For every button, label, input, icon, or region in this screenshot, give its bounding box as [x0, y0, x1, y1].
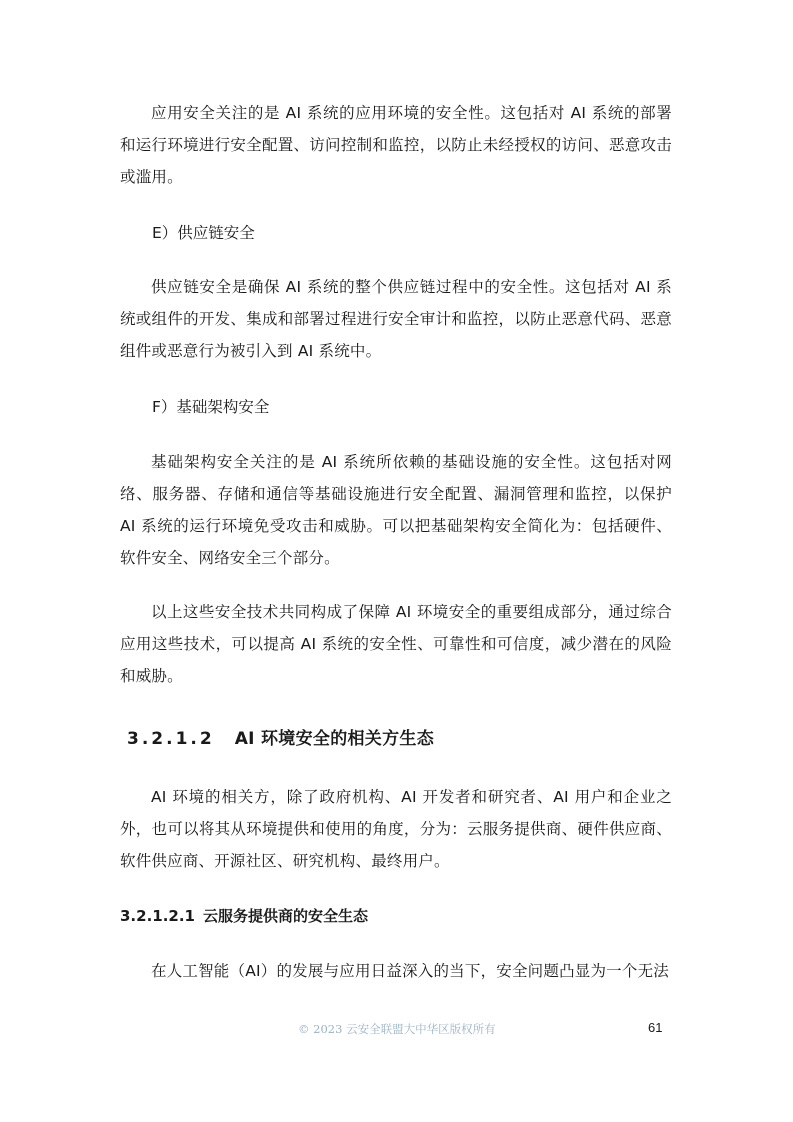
paragraph-application-security: 应用安全关注的是 AI 系统的应用环境的安全性。这包括对 AI 系统的部署和运行环境进行安全配置、访问控制和监控，以防止未经授权的访问、恶意攻击或滥用。	[120, 104, 672, 186]
section-heading-3-2-1-2-1	[120, 904, 368, 928]
footer-copyright: © 2023 云安全联盟大中华区版权所有	[298, 1022, 496, 1036]
page-number: 61	[648, 1020, 663, 1035]
subheading-infrastructure-security: F）基础架构安全	[152, 398, 270, 416]
paragraph-cloud-provider-intro: 在人工智能（AI）的发展与应用日益深入的当下，安全问题凸显为一个无法	[151, 962, 669, 980]
paragraph-supply-chain-security: 供应链安全是确保 AI 系统的整个供应链过程中的安全性。这包括对 AI 系统或组件的开发、集成和部署过程进行安全审计和监控，以防止恶意代码、恶意组件或恶意行为被引入到 AI 系统中。	[120, 278, 672, 360]
section-number: 3.2.1.2	[127, 729, 215, 749]
paragraph-summary: 以上这些安全技术共同构成了保障 AI 环境安全的重要组成部分，通过综合应用这些技术，可以提高 AI 系统的安全性、可靠性和可信度，减少潜在的风险和威胁。	[120, 603, 672, 685]
paragraph-stakeholders: AI 环境的相关方，除了政府机构、AI 开发者和研究者、AI 用户和企业之外，也可以将其从环境提供和使用的角度，分为：云服务提供商、硬件供应商、软件供应商、开源社区、研究机构、最终用户。	[120, 788, 672, 870]
section-heading-3-2-1-2	[127, 726, 434, 752]
section-title: AI 环境安全的相关方生态	[234, 729, 435, 749]
subheading-supply-chain-security: E）供应链安全	[152, 224, 255, 242]
section-number: 3.2.1.2.1	[120, 907, 195, 925]
section-title: 云服务提供商的安全生态	[202, 907, 368, 925]
paragraph-infrastructure-security: 基础架构安全关注的是 AI 系统所依赖的基础设施的安全性。这包括对网络、服务器、存储和通信等基础设施进行安全配置、漏洞管理和监控，以保护 AI 系统的运行环境免受攻击和威胁。可以把基础架构安全简化为：包括硬件、软件安全、网络安全三个部分。	[120, 453, 672, 567]
